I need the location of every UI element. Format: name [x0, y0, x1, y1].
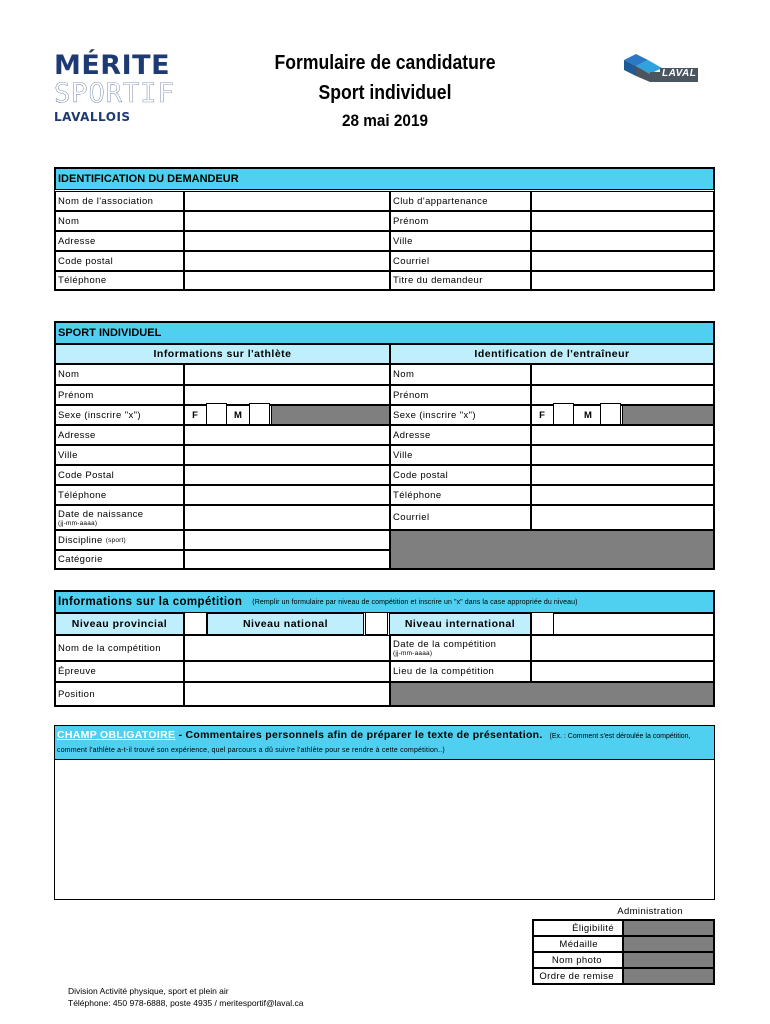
coach-label-prenom: Prénom — [390, 385, 531, 405]
athlete-f-checkbox[interactable] — [206, 403, 227, 425]
level-provincial-label: Niveau provincial — [55, 613, 184, 635]
label-association: Nom de l'association — [55, 191, 184, 211]
label-prenom: Prénom — [390, 211, 531, 231]
competition-title: Informations sur la compétition — [58, 596, 243, 608]
athlete-label-sexe: Sexe (inscrire "x") — [55, 405, 184, 425]
label-nom: Nom — [55, 211, 184, 231]
titre-demandeur-input[interactable] — [531, 271, 714, 290]
logo-line-lavallois: LAVALLOIS — [54, 110, 131, 124]
athlete-sexe-shaded — [271, 405, 390, 425]
coach-label-nom: Nom — [390, 364, 531, 385]
admin-label-ordre-remise: Ordre de remise — [533, 968, 623, 984]
athlete-label-telephone: Téléphone — [55, 485, 184, 505]
athlete-label-code-postal: Code Postal — [55, 465, 184, 485]
label-courriel: Courriel — [390, 251, 531, 271]
level-national-label: Niveau national — [207, 613, 364, 635]
logo-line-sportif: SPORTIF — [54, 78, 175, 109]
athlete-adresse-input[interactable] — [184, 425, 390, 445]
admin-label-medaille: Médaille — [533, 936, 623, 952]
club-input[interactable] — [531, 191, 714, 211]
nom-input[interactable] — [184, 211, 390, 231]
level-international-label: Niveau international — [389, 613, 531, 635]
label-ville: Ville — [390, 231, 531, 251]
comments-textarea[interactable] — [55, 761, 714, 899]
coach-shaded-area — [390, 530, 714, 569]
label-competition-nom: Nom de la compétition — [55, 635, 184, 661]
athlete-prenom-input[interactable] — [184, 385, 390, 405]
coach-m-label: M — [584, 409, 592, 421]
association-input[interactable] — [184, 191, 390, 211]
athlete-label-nom: Nom — [55, 364, 184, 385]
coach-prenom-input[interactable] — [531, 385, 714, 405]
admin-label-eligibilite: Éligibilité — [533, 920, 623, 936]
competition-date-input[interactable] — [531, 635, 714, 661]
athlete-discipline-hint: (sport) — [105, 536, 126, 544]
coach-telephone-input[interactable] — [531, 485, 714, 505]
coach-ville-input[interactable] — [531, 445, 714, 465]
admin-medaille-value — [623, 936, 714, 952]
label-epreuve: Épreuve — [55, 661, 184, 682]
sport-header: SPORT INDIVIDUEL — [55, 322, 714, 344]
epreuve-input[interactable] — [184, 661, 390, 682]
competition-date-hint: (jj-mm-aaaa) — [393, 650, 433, 657]
coach-m-checkbox[interactable] — [600, 403, 621, 425]
athlete-discipline-input[interactable] — [184, 530, 390, 550]
label-competition-date: Date de la compétition — [393, 639, 497, 650]
athlete-label-discipline: Discipline — [58, 534, 103, 546]
comments-title: - Commentaires personnels afin de préparer le texte de présentation. — [175, 729, 543, 741]
coach-nom-input[interactable] — [531, 364, 714, 385]
laval-logo-text: LAVAL — [662, 68, 697, 79]
athlete-naissance-input[interactable] — [184, 505, 390, 530]
footer — [68, 985, 303, 1009]
comments-header — [55, 726, 714, 760]
label-club: Club d'appartenance — [390, 191, 531, 211]
form-title: Formulaire de candidature — [274, 52, 496, 74]
code-postal-input[interactable] — [184, 251, 390, 271]
coach-sexe-shaded — [622, 405, 714, 425]
coach-label-telephone: Téléphone — [390, 485, 531, 505]
athlete-f-label: F — [192, 409, 198, 421]
admin-title: Administration — [617, 906, 683, 917]
admin-nom-photo-value — [623, 952, 714, 968]
level-national-checkbox[interactable] — [365, 612, 388, 635]
competition-nom-input[interactable] — [184, 635, 390, 661]
athlete-label-naissance: Date de naissance — [58, 508, 144, 520]
label-telephone: Téléphone — [55, 271, 184, 290]
athlete-telephone-input[interactable] — [184, 485, 390, 505]
label-competition-lieu: Lieu de la compétition — [390, 661, 531, 682]
coach-code-postal-input[interactable] — [531, 465, 714, 485]
competition-lieu-input[interactable] — [531, 661, 714, 682]
merite-sportif-logo — [54, 52, 184, 128]
athlete-naissance-hint: (jj-mm-aaaa) — [58, 519, 98, 527]
athlete-label-naissance-cell — [55, 505, 184, 530]
form-subtitle: Sport individuel — [318, 82, 452, 104]
courriel-input[interactable] — [531, 251, 714, 271]
laval-logo — [622, 54, 700, 84]
coach-label-adresse: Adresse — [390, 425, 531, 445]
athlete-label-ville: Ville — [55, 445, 184, 465]
athlete-categorie-input[interactable] — [184, 550, 390, 569]
level-provincial-checkbox[interactable] — [184, 612, 207, 635]
athlete-header: Informations sur l'athlète — [55, 344, 390, 364]
competition-header — [55, 591, 714, 613]
form-date: 28 mai 2019 — [342, 111, 428, 130]
athlete-label-discipline-cell — [55, 530, 184, 550]
footer-division: Division Activité physique, sport et plein air — [68, 986, 229, 996]
admin-label-nom-photo: Nom photo — [533, 952, 623, 968]
coach-label-code-postal: Code postal — [390, 465, 531, 485]
coach-adresse-input[interactable] — [531, 425, 714, 445]
admin-eligibilite-value — [623, 920, 714, 936]
coach-label-courriel: Courriel — [390, 505, 531, 530]
label-adresse: Adresse — [55, 231, 184, 251]
telephone-input[interactable] — [184, 271, 390, 290]
athlete-m-checkbox[interactable] — [249, 403, 270, 425]
adresse-input[interactable] — [184, 231, 390, 251]
coach-header: Identification de l'entraîneur — [390, 344, 714, 364]
level-row-filler — [554, 613, 714, 635]
mandatory-field-link[interactable]: CHAMP OBLIGATOIRE — [57, 729, 176, 741]
athlete-label-adresse: Adresse — [55, 425, 184, 445]
athlete-nom-input[interactable] — [184, 364, 390, 385]
coach-label-sexe: Sexe (inscrire "x") — [390, 405, 531, 425]
coach-label-ville: Ville — [390, 445, 531, 465]
label-competition-date-cell — [390, 635, 531, 661]
label-titre-demandeur: Titre du demandeur — [390, 271, 531, 290]
coach-courriel-input[interactable] — [531, 505, 714, 530]
athlete-ville-input[interactable] — [184, 445, 390, 465]
competition-shaded-area — [390, 682, 714, 706]
identification-header: IDENTIFICATION DU DEMANDEUR — [55, 168, 714, 190]
admin-ordre-remise-value — [623, 968, 714, 984]
position-input[interactable] — [184, 682, 390, 706]
athlete-label-prenom: Prénom — [55, 385, 184, 405]
label-position: Position — [55, 682, 184, 706]
comments-example-1: (Ex. : Comment s'est déroulée la compétition, — [549, 733, 691, 740]
athlete-code-postal-input[interactable] — [184, 465, 390, 485]
coach-f-checkbox[interactable] — [553, 403, 574, 425]
coach-f-label: F — [539, 409, 545, 421]
logo-line-merite: MÉRITE — [54, 50, 171, 81]
athlete-m-label: M — [234, 409, 242, 421]
competition-note: (Remplir un formulaire par niveau de compétition et inscrire un "x" dans la case appropriée du niveau) — [252, 598, 578, 606]
comments-example-2: comment l'athlète a-t-il trouvé son expérience, quel parcours a dû suivre l'athlète pour se rendre à cette compétition..) — [57, 747, 445, 754]
prenom-input[interactable] — [531, 211, 714, 231]
ville-input[interactable] — [531, 231, 714, 251]
footer-contact: Téléphone: 450 978-6888, poste 4935 / meritesportif@laval.ca — [68, 998, 304, 1008]
label-code-postal: Code postal — [55, 251, 184, 271]
level-international-checkbox[interactable] — [531, 612, 554, 635]
athlete-label-categorie: Catégorie — [55, 550, 184, 569]
